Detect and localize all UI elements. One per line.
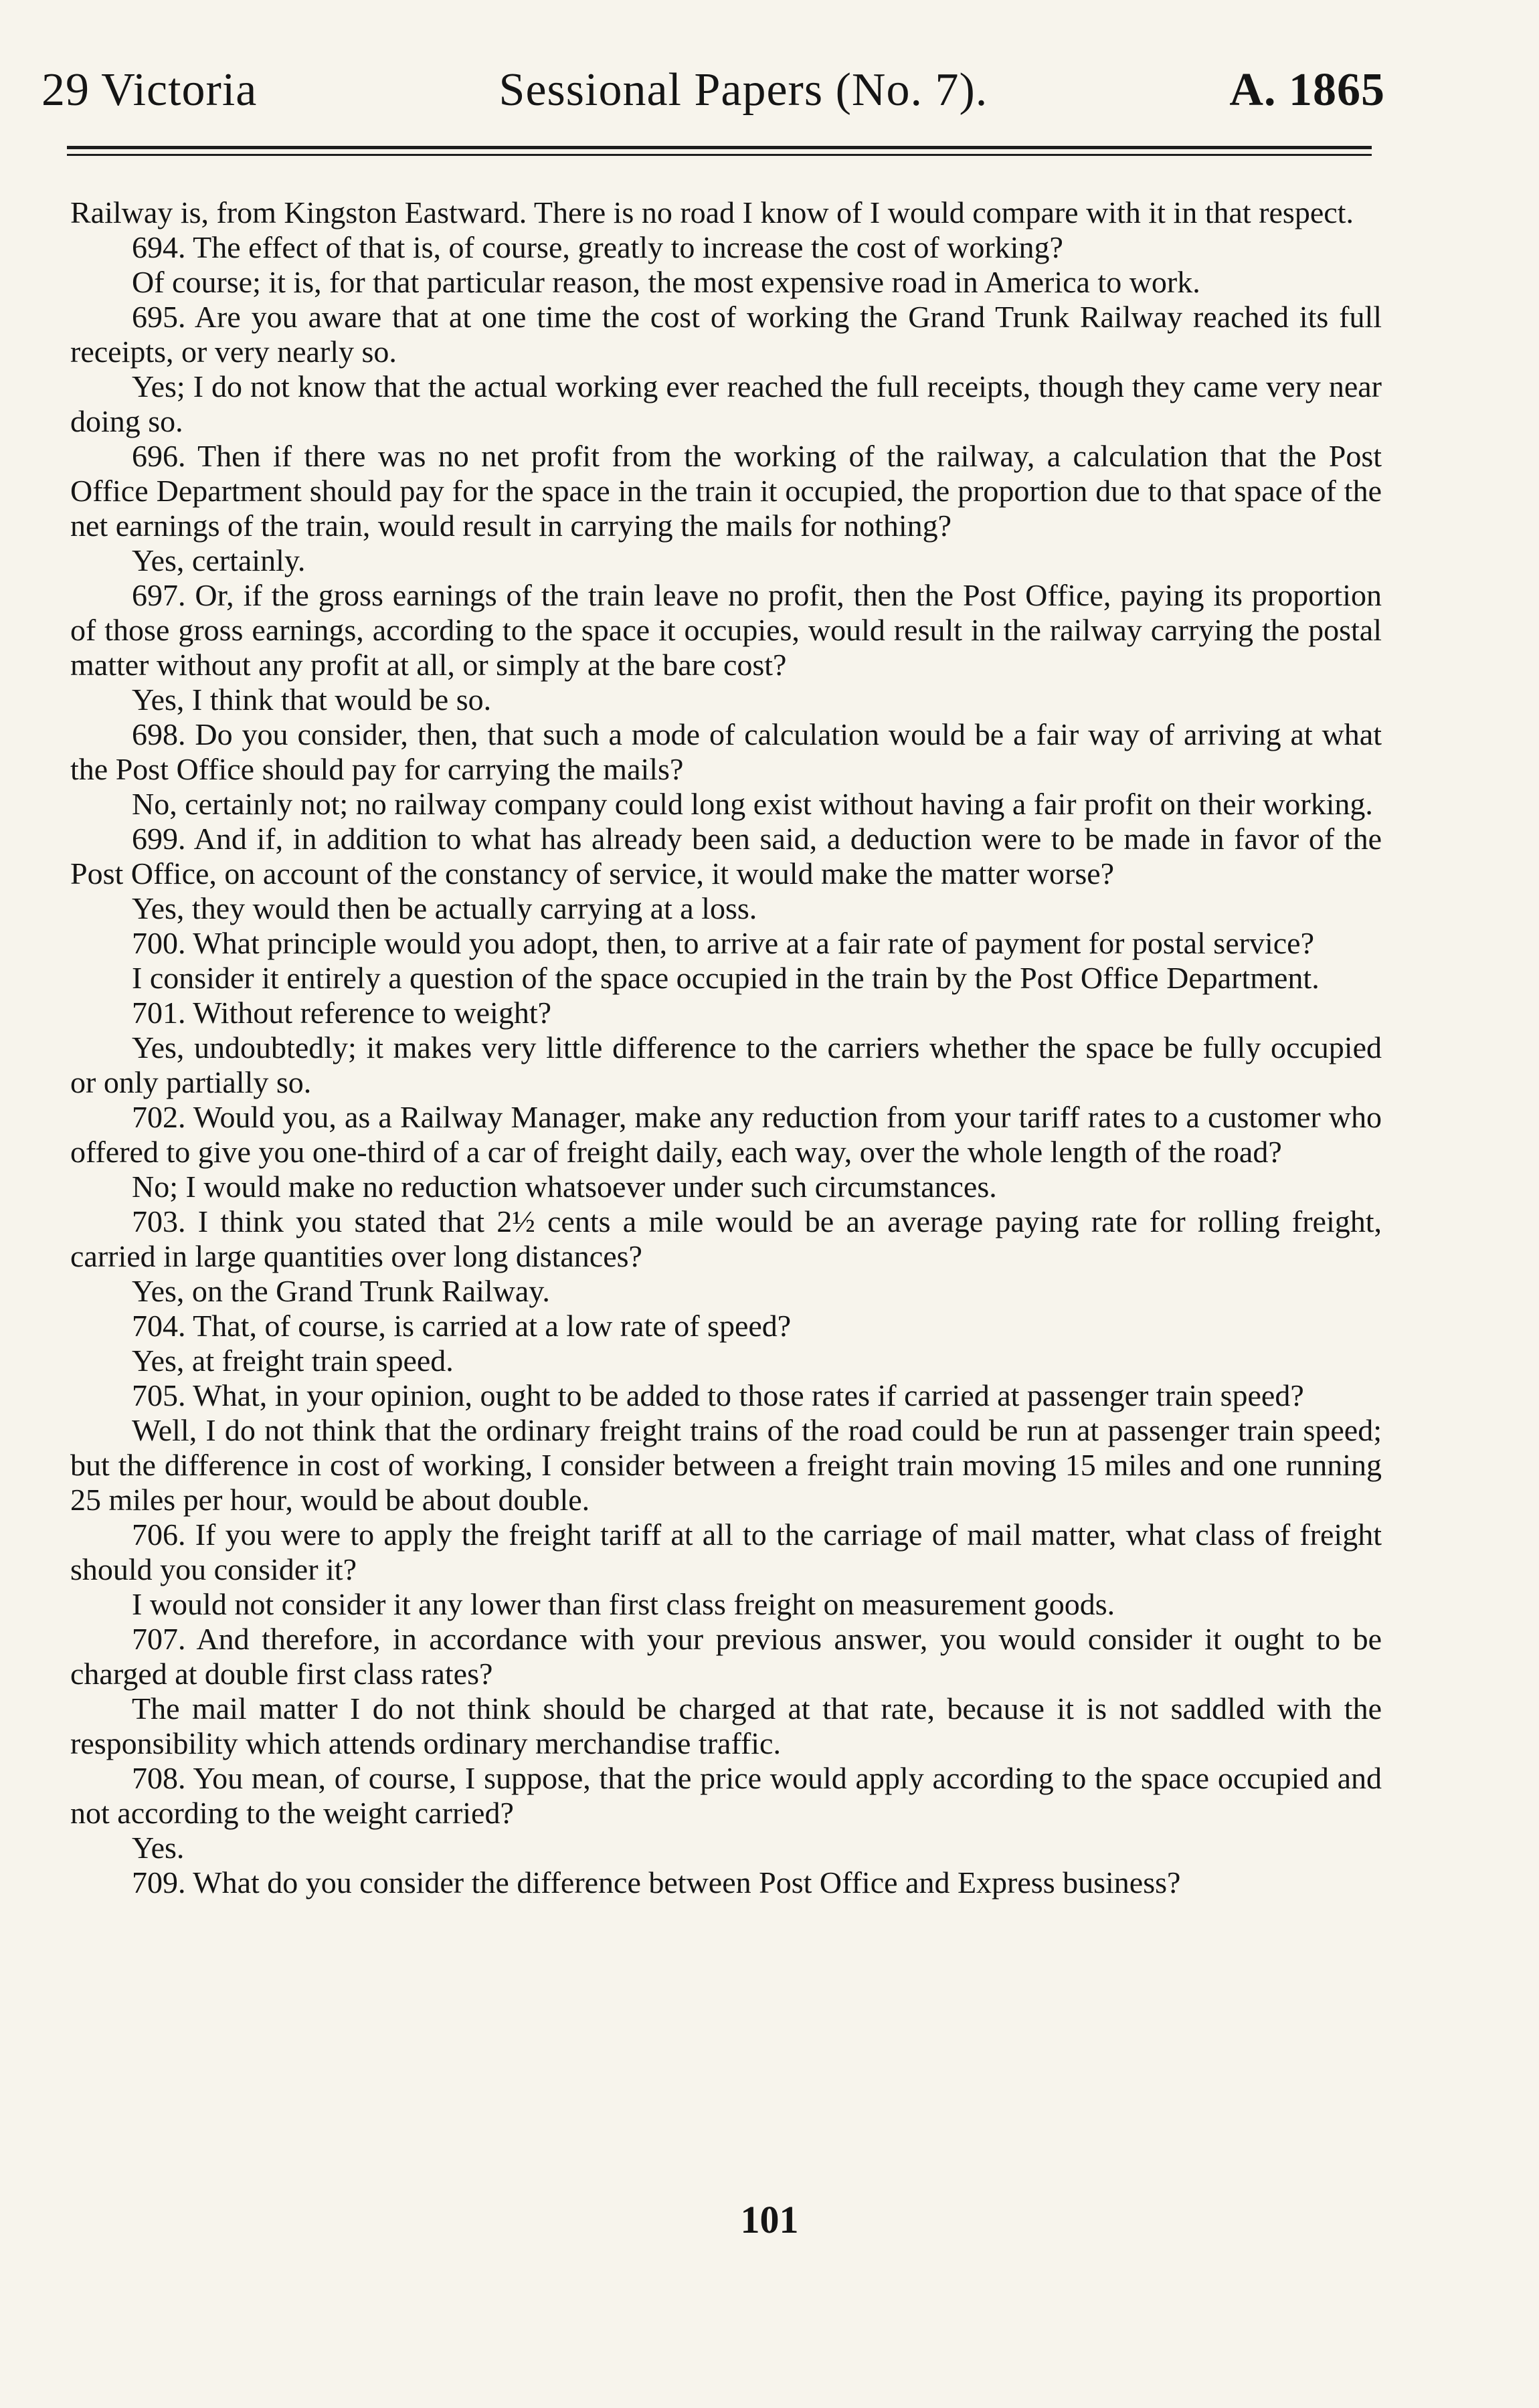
paragraph: Yes, they would then be actually carrying at a loss.: [132, 891, 757, 925]
paragraph: 698. Do you consider, then, that such a mode of calculation would be a fair way of arriving at what the Post Office should pay for carrying the mails?: [70, 717, 1382, 786]
paragraph: The mail matter I do not think should be charged at that rate, because it is not saddled with the responsibility which attends ordinary merchandise traffic.: [70, 1691, 1382, 1760]
header-year: A. 1865: [1229, 64, 1385, 116]
header-session: 29 Victoria: [41, 64, 258, 116]
header-title: Sessional Papers (No. 7).: [499, 64, 988, 116]
paragraph: Railway is, from Kingston Eastward. There is no road I know of I would compare with it in that respect.: [70, 195, 1354, 229]
paragraph: No, certainly not; no railway company could long exist without having a fair profit on their working.: [132, 787, 1373, 821]
paragraph: 704. That, of course, is carried at a low rate of speed?: [132, 1309, 792, 1343]
paragraph: 697. Or, if the gross earnings of the train leave no profit, then the Post Office, paying its proportion of those gross earnings, according to the space it occupies, would result in the railway carrying the postal matter without any profit at all, or simply at the bare cost?: [70, 578, 1382, 682]
paragraph: Well, I do not think that the ordinary freight trains of the road could be run at passenger train speed; but the difference in cost of working, I consider between a freight train moving 15 miles and one running 25 miles per hour, would be about double.: [70, 1413, 1382, 1517]
paragraph: 708. You mean, of course, I suppose, that the price would apply according to the space occupied and not according to the weight carried?: [70, 1761, 1382, 1830]
page-number: 101: [740, 2198, 799, 2241]
paragraph: 702. Would you, as a Railway Manager, make any reduction from your tariff rates to a customer who offered to give you one-third of a car of freight daily, each way, over the whole length of the road?: [70, 1100, 1382, 1169]
paragraph: 694. The effect of that is, of course, greatly to increase the cost of working?: [132, 230, 1063, 264]
header-rule-thick: [67, 146, 1372, 149]
paragraph: 701. Without reference to weight?: [132, 996, 552, 1030]
header-double-rule: [67, 146, 1372, 156]
paragraph: Of course; it is, for that particular reason, the most expensive road in America to work.: [132, 265, 1200, 299]
paragraph: Yes, I think that would be so.: [132, 682, 492, 717]
paragraph: Yes, undoubtedly; it makes very little difference to the carriers whether the space be fully occupied or only partially so.: [70, 1030, 1382, 1099]
paragraph: 700. What principle would you adopt, then, to arrive at a fair rate of payment for postal service?: [132, 926, 1314, 960]
paragraph: 705. What, in your opinion, ought to be added to those rates if carried at passenger train speed?: [132, 1378, 1304, 1412]
paragraph: Yes, certainly.: [132, 543, 306, 577]
paragraph: Yes, at freight train speed.: [132, 1344, 454, 1378]
paragraph: 695. Are you aware that at one time the cost of working the Grand Trunk Railway reached its full receipts, or very nearly so.: [70, 300, 1382, 369]
paragraph: Yes; I do not know that the actual working ever reached the full receipts, though they came very near doing so.: [70, 369, 1382, 438]
paragraph: 709. What do you consider the difference between Post Office and Express business?: [132, 1865, 1181, 1900]
paragraph: I would not consider it any lower than first class freight on measurement goods.: [132, 1587, 1115, 1621]
paragraph: Yes.: [132, 1831, 185, 1865]
paragraph: 706. If you were to apply the freight tariff at all to the carriage of mail matter, what class of freight should you consider it?: [70, 1517, 1382, 1586]
testimony-text: [70, 195, 1382, 1900]
paragraph: No; I would make no reduction whatsoever under such circumstances.: [132, 1170, 997, 1204]
paragraph: 707. And therefore, in accordance with your previous answer, you would consider it ought to be charged at double first class rates?: [70, 1622, 1382, 1691]
header-rule-thin: [67, 154, 1372, 156]
paragraph: 703. I think you stated that 2½ cents a mile would be an average paying rate for rolling freight, carried in large quantities over long distances?: [70, 1204, 1382, 1273]
paragraph: Yes, on the Grand Trunk Railway.: [132, 1274, 550, 1308]
running-header: [41, 54, 1385, 127]
paragraph: 696. Then if there was no net profit from the working of the railway, a calculation that the Post Office Department should pay for the space in the train it occupied, the proportion due to that space of the net earnings of the train, would result in carrying the mails for nothing?: [70, 439, 1382, 543]
paragraph: I consider it entirely a question of the space occupied in the train by the Post Office Department.: [132, 961, 1320, 995]
paragraph: 699. And if, in addition to what has already been said, a deduction were to be made in favor of the Post Office, on account of the constancy of service, it would make the matter worse?: [70, 822, 1382, 891]
